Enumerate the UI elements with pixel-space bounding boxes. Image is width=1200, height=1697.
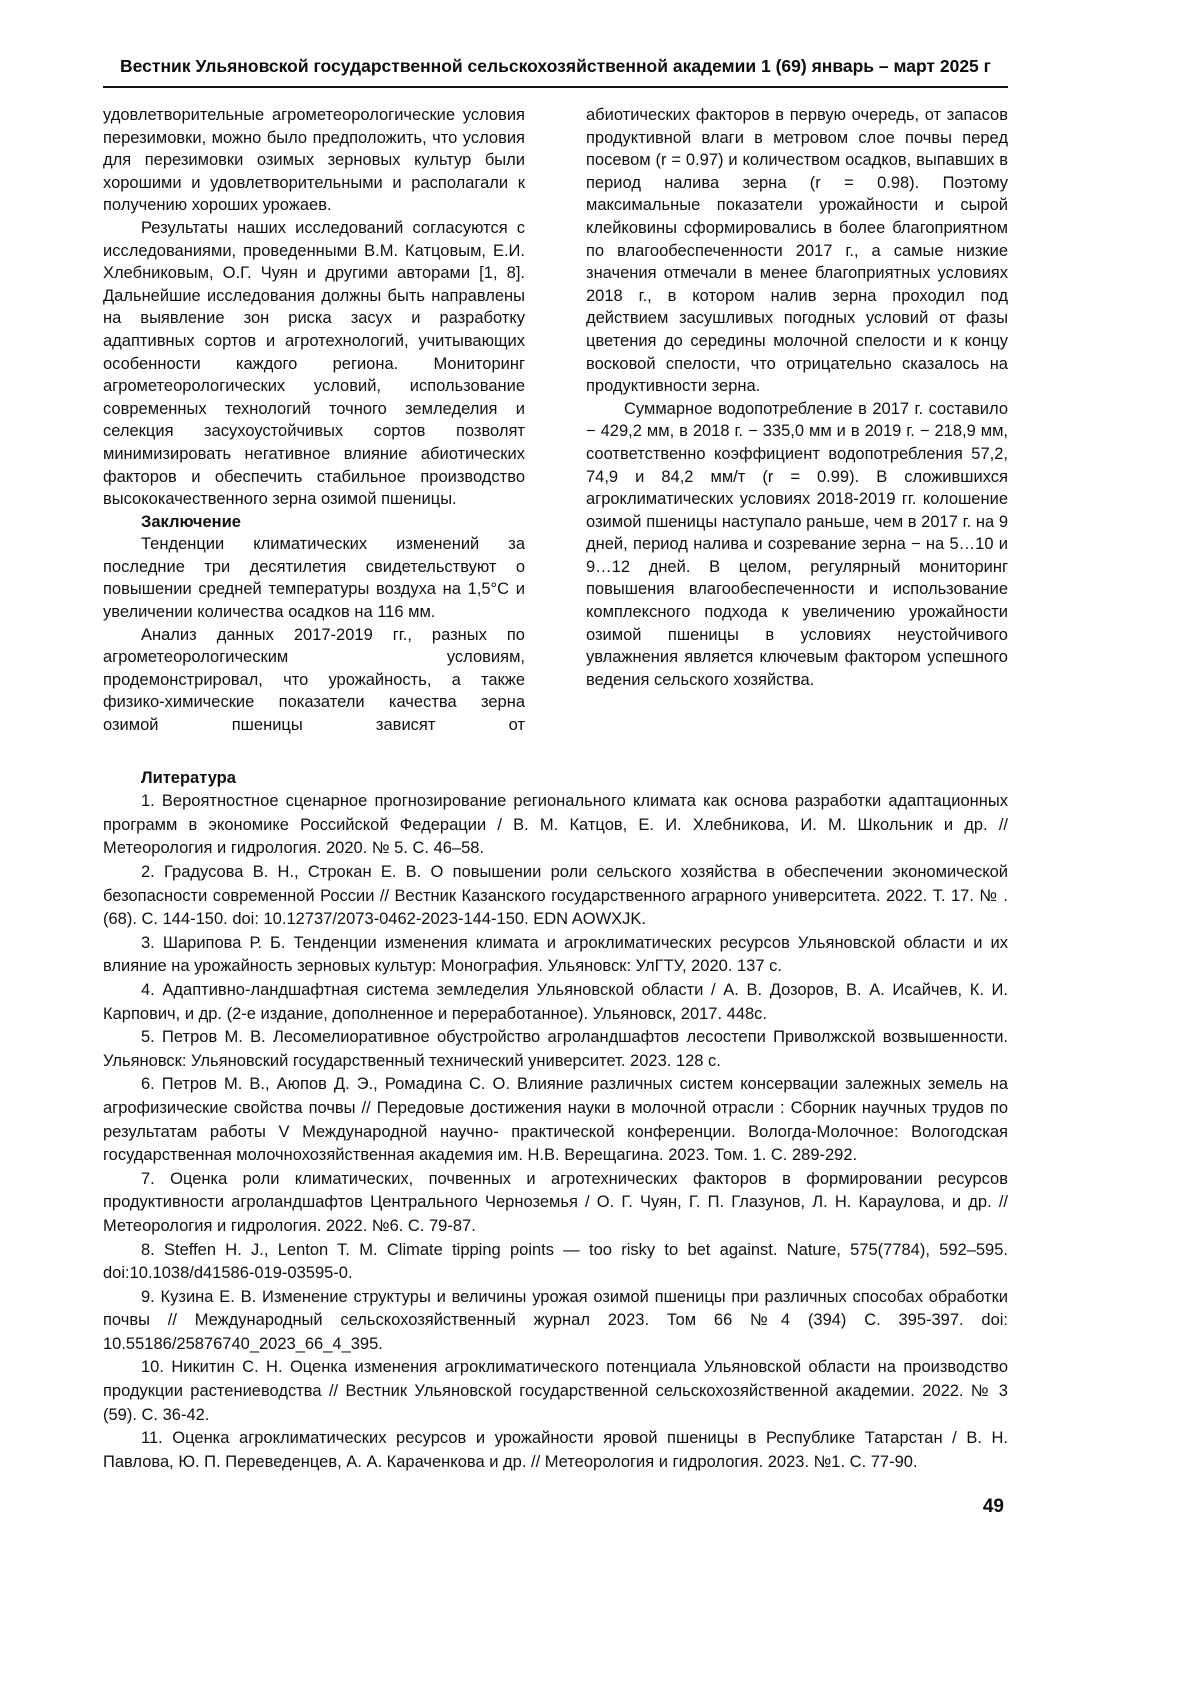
body-paragraph: Анализ данных 2017-2019 гг., разных по агрометеорологическим условиям, продемонстрировал, что урожайность, а также физико-химические показатели качества зерна озимой пшеницы зависят от [103, 625, 525, 735]
reference-item: 2. Градусова В. Н., Строкан Е. В. О повышении роли сельского хозяйства в обеспечении экономической безопасности современной России // Вестник Казанского государственного аграрного университета. 2022. Т. 17. № . (68). С. 144-150. doi: 10.12737/2073-0462-2023-144-150. EDN AOWXJK. [103, 863, 1008, 929]
references-heading: Литература [141, 768, 236, 787]
body-paragraph: Суммарное водопотребление в 2017 г. составило − 429,2 мм, в 2018 г. − 335,0 мм и в 2019 г. − 218,9 мм, соответственно коэффициент водопотребления 57,2, 74,9 и 84,2 мм/т (r = 0.99). В сложившихся агроклиматических условиях 2018-2019 гг. колошение озимой пшеницы наступало раньше, чем в 2017 г. на 9 дней, период налива и созревание зерна − на 5…10 и 9…12 дней. В целом, регулярный мониторинг повышения влагообеспеченности и использование комплексного подхода к увеличению урожайности озимой пшеницы в условиях неустойчивого увлажнения является ключевым фактором успешного ведения сельского хозяйства. [586, 399, 1008, 689]
reference-item: 1. Вероятностное сценарное прогнозирование регионального климата как основа разработки адаптационных программ в экономике Российской Федерации / В. М. Катцов, Е. И. Хлебникова, И. М. Школьник и др. // Метеорология и гидрология. 2020. № 5. С. 46–58. [103, 792, 1008, 858]
body-paragraph: абиотических факторов в первую очередь, от запасов продуктивной влаги в метровом слое почвы перед посевом (r = 0.97) и количеством осадков, выпавших в период налива зерна (r = 0.98). Поэтому максимальные показатели урожайности и сырой клейковины сформировались в более благоприятном по влагообеспеченности 2017 г., а самые низкие значения отмечали в менее благоприятных условиях 2018 г., в котором налив зерна проходил под действием засушливых погодных условий от фазы цветения до середины молочной спелости и к концу восковой спелости, что отрицательно сказалось на продуктивности зерна. [586, 106, 1008, 396]
body-paragraph: Результаты наших исследований согласуются с исследованиями, проведенными В.М. Катцовым, Е.И. Хлебниковым, О.Г. Чуян и другими авторами [1, 8]. Дальнейшие исследования должны быть направлены на выявление зон риска засух и разработку адаптивных сортов и агротехнологий, учитывающих особенности каждого региона. Мониторинг агрометеорологических условий, использование современных технологий точного земледелия и селекция засухоустойчивых сортов позволят минимизировать негативное влияние абиотических факторов и обеспечить стабильное производство высококачественного зерна озимой пшеницы. [103, 218, 525, 509]
journal-header-title: Вестник Ульяновской государственной сельскохозяйственной академии 1 (69) январь – март 2025 г [120, 56, 991, 76]
reference-item: 9. Кузина Е. В. Изменение структуры и величины урожая озимой пшеницы при различных способах обработки почвы // Международный сельскохозяйственный журнал 2023. Том 66 №4 (394) С. 395-397. doi: 10.55186/25876740_2023_66_4_395. [103, 1287, 1008, 1353]
conclusion-heading: Заключение [141, 512, 241, 531]
reference-item: 3. Шарипова Р. Б. Тенденции изменения климата и агроклиматических ресурсов Ульяновской области и их влияние на урожайность зерновых культур: Монография. Ульяновск: УлГТУ, 2020. 137 с. [103, 933, 1008, 976]
references-section [103, 767, 1008, 1475]
body-paragraph: удовлетворительные агрометеорологические условия перезимовки, можно было предположить, что условия для перезимовки озимых зерновых культур были хорошими и удовлетворительными и располагали к получению хороших урожаев. [103, 106, 525, 215]
body-paragraph: Тенденции климатических изменений за последние три десятилетия свидетельствуют о повышении средней температуры воздуха на 1,5°С и увеличении количества осадков на 116 мм. [103, 535, 525, 622]
left-column [103, 104, 525, 737]
reference-item: 4. Адаптивно-ландшафтная система земледелия Ульяновской области / А. В. Дозоров, В. А. Исайчев, К. И. Карпович, и др. (2-е издание, дополненное и переработанное). Ульяновск, 2017. 448с. [103, 980, 1008, 1023]
reference-item: 5. Петров М. В. Лесомелиоративное обустройство агроландшафтов лесостепи Приволжской возвышенности. Ульяновск: Ульяновский государственный технический университет. 2023. 128 с. [103, 1028, 1008, 1070]
article-body [103, 104, 1008, 737]
reference-item: 6. Петров М. В., Аюпов Д. Э., Ромадина С. О. Влияние различных систем консервации залежных земель на агрофизические свойства почвы // Передовые достижения науки в молочной отрасли : Сборник научных трудов по результатам работы V Международной научно- практической конференции. Вологда-Молочное: Вологодская государственная молочнохозяйственная академия им. Н.В. Верещагина. 2023. Том. 1. С. 289-292. [103, 1075, 1008, 1165]
page-number: 49 [982, 1496, 1004, 1517]
page-header [103, 56, 1008, 88]
reference-item: 8. Steffen H. J., Lenton T. M. Climate tipping points — too risky to bet against. Nature, 575(7784), 592–595. doi:10.1038/d41586-019-03595-0. [103, 1240, 1008, 1283]
right-column [586, 104, 1008, 737]
reference-item: 7. Оценка роли климатических, почвенных и агротехнических факторов в формировании ресурсов продуктивности агроландшафтов Центрального Черноземья / О. Г. Чуян, Г. П. Глазунов, Л. Н. Караулова, и др. // Метеорология и гидрология. 2022. №6. С. 79-87. [103, 1169, 1008, 1235]
reference-item: 11. Оценка агроклиматических ресурсов и урожайности яровой пшеницы в Республике Татарстан / В. Н. Павлова, Ю. П. Переведенцев, А. А. Караченкова и др. // Метеорология и гидрология. 2023. №1. С. 77-90. [103, 1429, 1008, 1471]
reference-item: 10. Никитин С. Н. Оценка изменения агроклиматического потенциала Ульяновской области на производство продукции растениеводства // Вестник Ульяновской государственной сельскохозяйственной академии. 2022. № 3 (59). С. 36-42. [103, 1358, 1008, 1424]
